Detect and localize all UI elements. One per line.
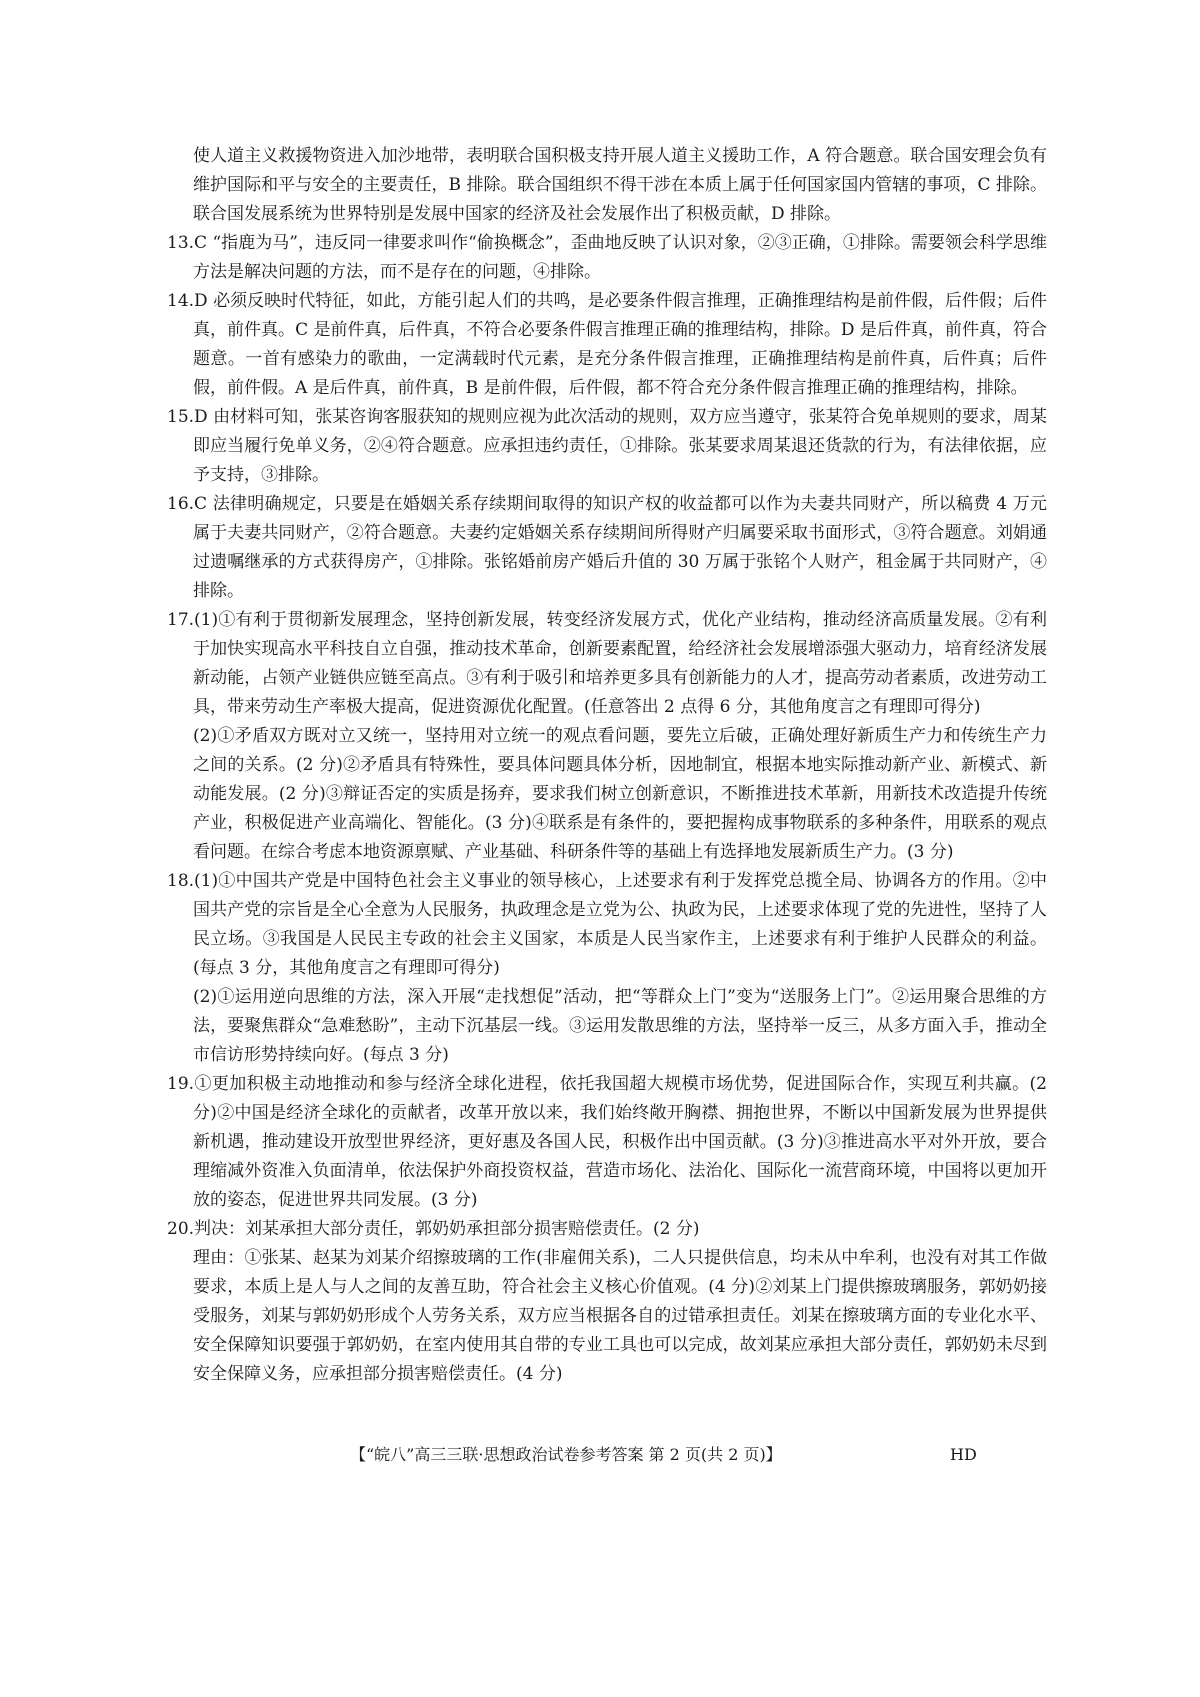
paragraph-text: C 法律明确规定，只要是在婚姻关系存续期间取得的知识产权的收益都可以作为夫妻共同财产，所以稿费 4 万元属于夫妻共同财产，②符合题意。夫妻约定婚姻关系存续期间所得财产归属要采取书面形式，③符合题意。刘娟通过遗嘱继承的方式获得房产，①排除。张铭婚前房产婚后升值的 30 万属于张铭个人财产，租金属于共同财产，④排除。: [193, 494, 1047, 601]
answer-item-19: [167, 1070, 1047, 1215]
item-number: 16.: [167, 494, 195, 514]
answer-item-16: [167, 490, 1047, 606]
answer-item-20-reason: [167, 1244, 1047, 1389]
answer-content: [167, 142, 1047, 1389]
answer-item-17-part-2: [167, 722, 1047, 867]
paragraph-text: (1)①中国共产党是中国特色社会主义事业的领导核心，上述要求有利于发挥党总揽全局、协调各方的作用。②中国共产党的宗旨是全心全意为人民服务，执政理念是立党为公、执政为民，上述要求体现了党的先进性，坚持了人民立场。③我国是人民民主专政的社会主义国家，本质是人民当家作主，上述要求有利于维护人民群众的利益。(每点 3 分，其他角度言之有理即可得分): [193, 871, 1047, 978]
item-number: 14.: [167, 291, 195, 311]
item-number: 17.: [167, 610, 195, 630]
answer-item-15: [167, 403, 1047, 490]
answer-item-13: [167, 229, 1047, 287]
answer-item-14: [167, 287, 1047, 403]
paragraph-text: (1)①有利于贯彻新发展理念，坚持创新发展，转变经济发展方式，优化产业结构，推动经济高质量发展。②有利于加快实现高水平科技自立自强，推动技术革命，创新要素配置，给经济社会发展增添强大驱动力，培育经济发展新动能，占领产业链供应链至高点。③有利于吸引和培养更多具有创新能力的人才，提高劳动者素质，改进劳动工具，带来劳动生产率极大提高，促进资源优化配置。(任意答出 2 点得 6 分，其他角度言之有理即可得分): [193, 610, 1047, 717]
answer-paragraph-12-continued: [167, 142, 1047, 229]
item-number: 18.: [167, 871, 195, 891]
answer-item-17-part-1: [167, 606, 1047, 722]
paragraph-text: D 必须反映时代特征，如此，方能引起人们的共鸣，是必要条件假言推理，正确推理结构是前件假，后件假；后件真，前件真。C 是前件真，后件真，不符合必要条件假言推理正确的推理结构，排除。D 是后件真，前件真，符合题意。一首有感染力的歌曲，一定满载时代元素，是充分条件假言推理，正确推理结构是前件真，后件真；后件假，前件假。A 是后件真，前件真，B 是前件假，后件假，都不符合充分条件假言推理正确的推理结构，排除。: [193, 291, 1047, 398]
paragraph-text: (2)①矛盾双方既对立又统一，坚持用对立统一的观点看问题，要先立后破，正确处理好新质生产力和传统生产力之间的关系。(2 分)②矛盾具有特殊性，要具体问题具体分析，因地制宜，根据本地实际推动新产业、新模式、新动能发展。(2 分)③辩证否定的实质是扬弃，要求我们树立创新意识，不断推进技术革新，用新技术改造提升传统产业，积极促进产业高端化、智能化。(3 分)④联系是有条件的，要把握构成事物联系的多种条件，用联系的观点看问题。在综合考虑本地资源禀赋、产业基础、科研条件等的基础上有选择地发展新质生产力。(3 分): [193, 726, 1047, 862]
answer-item-18-part-1: [167, 867, 1047, 983]
answer-item-18-part-2: [167, 983, 1047, 1070]
paragraph-text: 理由：①张某、赵某为刘某介绍擦玻璃的工作(非雇佣关系)，二人只提供信息，均未从中牟利，也没有对其工作做要求，本质上是人与人之间的友善互助，符合社会主义核心价值观。(4 分)②刘某上门提供擦玻璃服务，郭奶奶接受服务，刘某与郭奶奶形成个人劳务关系，双方应当根据各自的过错承担责任。刘某在擦玻璃方面的专业化水平、安全保障知识要强于郭奶奶，在室内使用其自带的专业工具也可以完成，故刘某应承担大部分责任，郭奶奶未尽到安全保障义务，应承担部分损害赔偿责任。(4 分): [193, 1248, 1047, 1384]
paragraph-text: 判决：刘某承担大部分责任，郭奶奶承担部分损害赔偿责任。(2 分): [194, 1219, 700, 1239]
item-number: 13.: [167, 233, 195, 253]
paragraph-text: D 由材料可知，张某咨询客服获知的规则应视为此次活动的规则，双方应当遵守，张某符合免单规则的要求，周某即应当履行免单义务，②④符合题意。应承担违约责任，①排除。张某要求周某退还货款的行为，有法律依据，应予支持，③排除。: [193, 407, 1047, 485]
item-number: 15.: [167, 407, 195, 427]
paragraph-text: ①更加积极主动地推动和参与经济全球化进程，依托我国超大规模市场优势，促进国际合作，实现互利共赢。(2 分)②中国是经济全球化的贡献者，改革开放以来，我们始终敞开胸襟、拥抱世界，不断以中国新发展为世界提供新机遇，推动建设开放型世界经济，更好惠及各国人民，积极作出中国贡献。(3 分)③推进高水平对外开放，要合理缩减外资准入负面清单，依法保护外商投资权益，营造市场化、法治化、国际化一流营商环境，中国将以更加开放的姿态，促进世界共同发展。(3 分): [193, 1074, 1047, 1210]
paragraph-text: (2)①运用逆向思维的方法，深入开展“走找想促”活动，把“等群众上门”变为“送服务上门”。②运用聚合思维的方法，要聚焦群众“急难愁盼”，主动下沉基层一线。③运用发散思维的方法，坚持举一反三，从多方面入手，推动全市信访形势持续向好。(每点 3 分): [193, 987, 1047, 1065]
answer-item-20-judgment: [167, 1215, 1047, 1244]
paragraph-text: 使人道主义救援物资进入加沙地带，表明联合国积极支持开展人道主义援助工作，A 符合题意。联合国安理会负有维护国际和平与安全的主要责任，B 排除。联合国组织不得干涉在本质上属于任何国家国内管辖的事项，C 排除。联合国发展系统为世界特别是发展中国家的经济及社会发展作出了积极贡献，D 排除。: [193, 146, 1047, 224]
item-number: 19.: [167, 1074, 195, 1094]
paragraph-text: C “指鹿为马”，违反同一律要求叫作“偷换概念”，歪曲地反映了认识对象，②③正确，①排除。需要领会科学思维方法是解决问题的方法，而不是存在的问题，④排除。: [193, 233, 1047, 282]
item-number: 20.: [167, 1219, 195, 1239]
page-footer: 【“皖八”高三三联·思想政治试卷参考答案 第 2 页(共 2 页)】: [350, 1445, 782, 1464]
footer-code: HD: [950, 1445, 977, 1464]
